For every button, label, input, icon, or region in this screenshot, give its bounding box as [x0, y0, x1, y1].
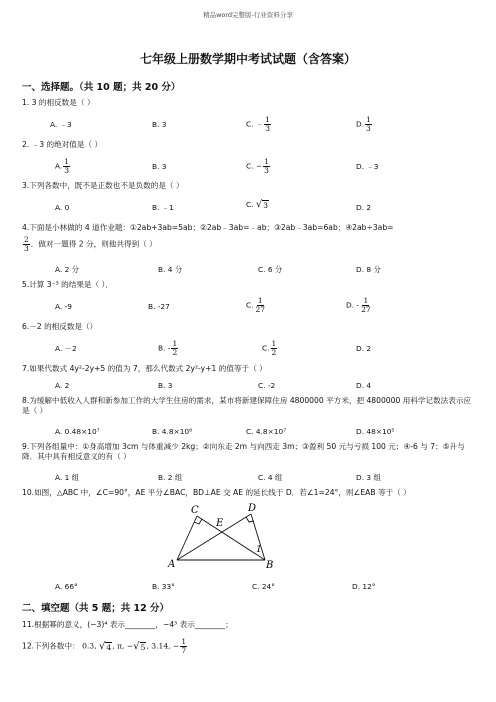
question-8: 8.为缓解中低收入人群和新参加工作的大学生住房的需求，某市将新建保障住房 4800000 平方米，把 4800000 用科学记数法表示应是（ ）: [22, 396, 472, 415]
label-b: B: [266, 560, 274, 570]
label-c: C: [191, 505, 199, 516]
q4-option-a: A. 2 分: [55, 265, 80, 274]
q4-option-c: C. 6 分: [258, 265, 283, 274]
q1-option-c: C. ﹣ $\frac{1}{3}$: [246, 115, 271, 133]
q5-option-a: A. -9: [55, 302, 72, 311]
q1-option-a: A. ﹣3: [50, 120, 72, 129]
q8-option-b: B. 4.8×10⁶: [152, 427, 193, 436]
question-4-cont: $\frac{2}{3}$ ．做对一题得 2 分，则他共得到（ ）: [24, 235, 157, 253]
q4-option-d: D. 8 分: [356, 265, 381, 274]
question-5: 5.计算 3⁻³ 的结果是（ ）．: [22, 280, 113, 289]
q9-option-c: C. 4 组: [258, 473, 283, 482]
triangle-figure: [165, 502, 285, 570]
q1-option-b: B. 3: [152, 120, 167, 129]
q6-option-d: D. 2: [356, 344, 372, 353]
q10-option-a: A. 66°: [55, 582, 78, 591]
q3-option-a: A. 0: [55, 203, 70, 212]
q2-option-c: C. − $\frac{1}{3}$: [246, 157, 269, 175]
q10-option-c: C. 24°: [252, 582, 275, 591]
q3-option-c: C. √ 3: [246, 199, 268, 210]
q2-option-b: B. 3: [152, 162, 167, 171]
q1-option-d: D. $\frac{1}{3}$: [356, 115, 371, 133]
label-angle-1: 1: [256, 545, 262, 555]
q7-option-c: C. -2: [258, 381, 276, 390]
q10-option-d: D. 12°: [352, 582, 376, 591]
q7-option-d: D. 4: [356, 381, 372, 390]
question-12: 12.下列各数中： 0.3, √ 4 , π, − √ 5 , 3.14, − $\frac{1}{7}$: [22, 637, 187, 655]
section-fill-heading: 二、填空题（共 5 题；共 12 分）: [22, 603, 170, 614]
question-6: 6.－2 的相反数是（）: [22, 322, 98, 331]
q3-option-d: D. 2: [356, 203, 372, 212]
q6-option-b: B. - $\frac{1}{2}$: [158, 339, 178, 357]
label-e: E: [216, 518, 224, 529]
q6-option-a: A. －2: [55, 344, 77, 353]
question-10: 10.如图，△ABC 中，∠C=90°，AE 平分∠BAC，BD⊥AE 交 AE 的延长线于 D．若∠1=24°，则∠EAB 等于（ ）: [22, 488, 411, 497]
page-title: 七年级上册数学期中考试试题（含答案）: [139, 52, 356, 66]
q5-option-d: D. - $\frac{1}{27}$: [346, 296, 371, 314]
q2-option-a: A. $\frac{1}{3}$: [55, 157, 70, 175]
q9-option-a: A. 1 组: [55, 473, 80, 482]
q10-option-b: B. 33°: [152, 582, 175, 591]
question-3: 3.下列各数中，既不是正数也不是负数的是（ ）: [22, 181, 184, 190]
q9-option-d: D. 3 组: [356, 473, 381, 482]
q7-option-a: A. 2: [55, 381, 70, 390]
label-d: D: [248, 503, 257, 514]
q6-option-c: C. $\frac{1}{2}$: [262, 339, 277, 357]
q8-option-d: D. 48×10⁵: [356, 427, 395, 436]
q8-option-c: C. 4.8×10⁷: [246, 427, 287, 436]
question-11: 11.根据幂的意义，(−3)⁴ 表示________，−4³ 表示________；: [22, 620, 233, 629]
question-7: 7.如果代数式 4y²-2y+5 的值为 7，那么代数式 2y²-y+1 的值等于（ ）: [22, 364, 267, 373]
q2-option-d: D. ﹣3: [356, 162, 379, 171]
q9-option-b: B. 2 组: [158, 473, 183, 482]
question-2: 2. ﹣3 的绝对值是（ ）: [22, 140, 103, 149]
q5-option-b: B. -27: [148, 302, 170, 311]
question-1: 1. 3 的相反数是（ ）: [22, 98, 95, 107]
question-9: 9.下列各组量中：①身高增加 3cm 与体重减少 2kg；②向东走 2m 与向西走 3m；③盈利 50 元与亏损 100 元；④-6 与 7；⑤升与降．其中具有相反意义的有（ ）: [22, 442, 465, 461]
label-a: A: [168, 559, 176, 570]
q5-option-c: C. $\frac{1}{27}$: [246, 296, 266, 314]
section-choice-heading: 一、选择题。（共 10 题；共 20 分）: [22, 82, 181, 93]
q8-option-a: A. 0.48×10⁷: [55, 427, 100, 436]
q7-option-b: B. 3: [158, 381, 173, 390]
q4-option-b: B. 4 分: [158, 265, 183, 274]
q3-option-b: B. ﹣1: [152, 203, 174, 212]
page-header: 精品word完整版-行业资料分享: [203, 11, 293, 19]
question-4: 4.下面是小林做的 4 道作业题：①2ab+3ab=5ab；②2ab﹣3ab=﹣ab；③2ab﹣3ab=6ab；④2ab÷3ab=: [22, 223, 394, 232]
